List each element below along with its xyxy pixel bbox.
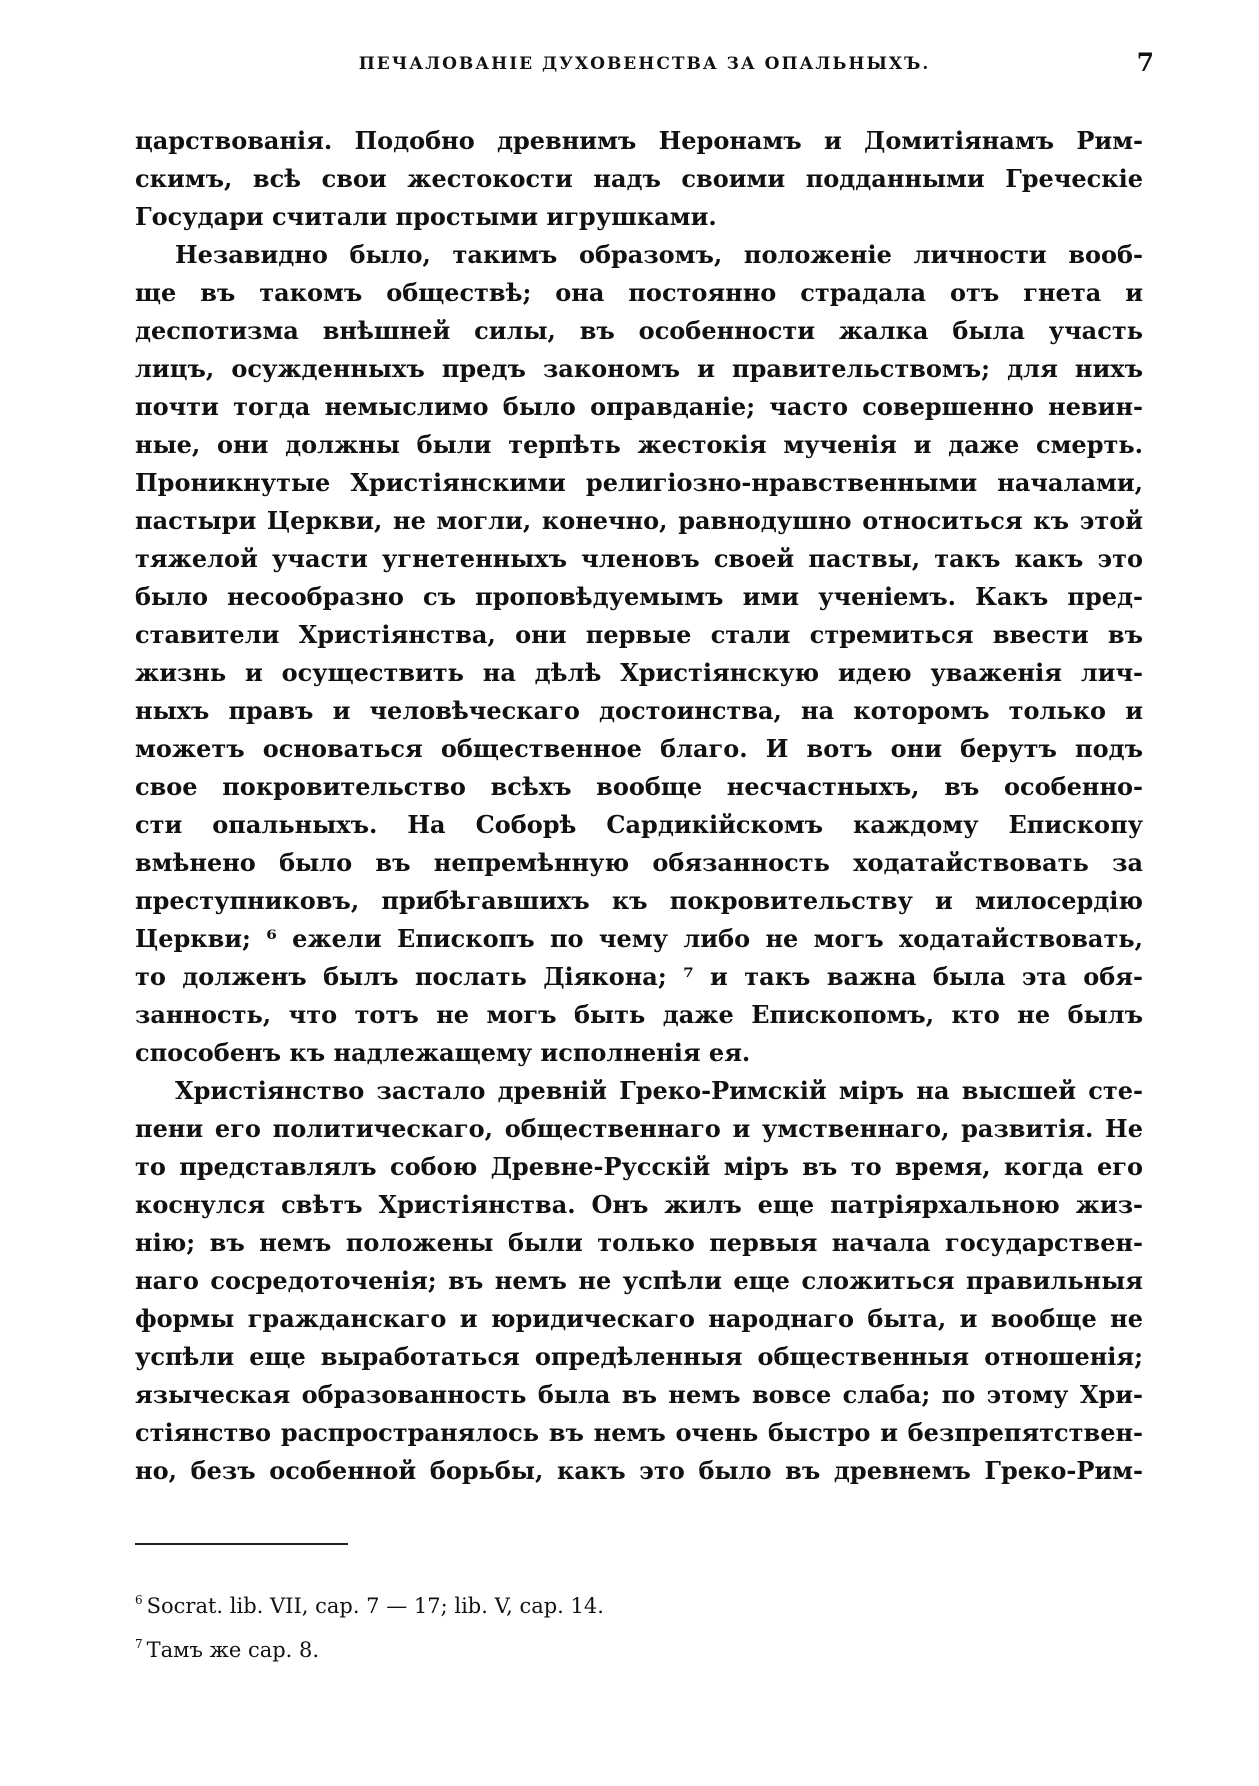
text-line: то представлялъ собою Древне-Русскій міръ въ то время, когда его <box>135 1152 1143 1181</box>
text-line: царствованія. Подобно древнимъ Неронамъ и Домитіянамъ Рим- <box>135 126 1143 155</box>
footnote-text: Тамъ же cap. 8. <box>146 1638 320 1662</box>
text-line: Христіянство застало древній Греко-Римскій міръ на высшей сте- <box>175 1076 1143 1105</box>
text-line: Государи считали простыми игрушками. <box>135 202 717 231</box>
running-head <box>135 48 1154 84</box>
text-line: жизнь и осуществить на дѣлѣ Христіянскую идею уваженія лич- <box>135 658 1143 687</box>
text-line: нію; въ немъ положены были только первыя начала государствен- <box>135 1228 1143 1257</box>
text-line: коснулся свѣтъ Христіянства. Онъ жилъ еще патріярхальною жиз- <box>135 1190 1143 1219</box>
body-text <box>135 122 1143 1490</box>
text-line: то долженъ былъ послать Діякона; ⁷ и такъ важна была эта обя- <box>135 962 1143 991</box>
text-line: деспотизма внѣшней силы, въ особенности жалка была участь <box>135 316 1143 345</box>
text-line: сти опальныхъ. На Соборѣ Сардикійскомъ каждому Епископу <box>135 810 1143 839</box>
text-line: успѣли еще выработаться опредѣленныя общественныя отношенія; <box>135 1342 1143 1371</box>
text-line: скимъ, всѣ свои жестокости надъ своими подданными Греческіе <box>135 164 1143 193</box>
footnote <box>135 1578 835 1622</box>
text-line: пени его политическаго, общественнаго и умственнаго, развитія. Не <box>135 1114 1143 1143</box>
text-line: стіянство распространялось въ немъ очень быстро и безпрепятствен- <box>135 1418 1143 1447</box>
text-line: пастыри Церкви, не могли, конечно, равнодушно относиться къ этой <box>135 506 1143 535</box>
footnote-mark: 7 <box>135 1637 143 1651</box>
text-line: почти тогда немыслимо было оправданіе; часто совершенно невин- <box>135 392 1143 421</box>
text-line: Незавидно было, такимъ образомъ, положеніе личности вооб- <box>175 240 1143 269</box>
text-line: свое покровительство всѣхъ вообще несчастныхъ, въ особенно- <box>135 772 1143 801</box>
text-line: было несообразно съ проповѣдуемымъ ими ученіемъ. Какъ пред- <box>135 582 1143 611</box>
text-line: формы гражданскаго и юридическаго народнаго быта, и вообще не <box>135 1304 1143 1333</box>
text-line: Проникнутые Христіянскими религіозно-нравственными началами, <box>135 468 1143 497</box>
text-line: ные, они должны были терпѣть жестокія мученія и даже смерть. <box>135 430 1143 459</box>
text-line: преступниковъ, прибѣгавшихъ къ покровительству и милосердію <box>135 886 1143 915</box>
text-line: ставители Христіянства, они первые стали стремиться ввести въ <box>135 620 1143 649</box>
text-line: занность, что тотъ не могъ быть даже Епископомъ, кто не былъ <box>135 1000 1143 1029</box>
text-line: Церкви; ⁶ ежели Епископъ по чему либо не могъ ходатайствовать, <box>135 924 1143 953</box>
page-number: 7 <box>1136 48 1154 77</box>
text-line: лицъ, осужденныхъ предъ закономъ и правительствомъ; для нихъ <box>135 354 1143 383</box>
running-title: ПЕЧАЛОВАНІЕ ДУХОВЕНСТВА ЗА ОПАЛЬНЫХЪ. <box>358 54 931 74</box>
footnote-rule <box>135 1543 348 1545</box>
text-line: наго сосредоточенія; въ немъ не успѣли еще сложиться правильныя <box>135 1266 1143 1295</box>
text-line: но, безъ особенной борьбы, какъ это было въ древнемъ Греко-Рим- <box>135 1456 1143 1485</box>
text-line: ще въ такомъ обществѣ; она постоянно страдала отъ гнета и <box>135 278 1143 307</box>
text-line: ныхъ правъ и человѣческаго достоинства, на которомъ только и <box>135 696 1143 725</box>
footnotes <box>135 1578 835 1666</box>
text-line: тяжелой участи угнетенныхъ членовъ своей паствы, такъ какъ это <box>135 544 1143 573</box>
text-line: вмѣнено было въ непремѣнную обязанность ходатайствовать за <box>135 848 1143 877</box>
text-line: можетъ основаться общественное благо. И вотъ они берутъ подъ <box>135 734 1143 763</box>
text-line: способенъ къ надлежащему исполненія ея. <box>135 1038 751 1067</box>
footnote-text: Socrat. lib. VII, cap. 7 — 17; lib. V, cap. 14. <box>146 1594 604 1618</box>
text-line: языческая образованность была въ немъ вовсе слаба; по этому Хри- <box>135 1380 1143 1409</box>
footnote <box>135 1622 835 1666</box>
footnote-mark: 6 <box>135 1593 143 1607</box>
